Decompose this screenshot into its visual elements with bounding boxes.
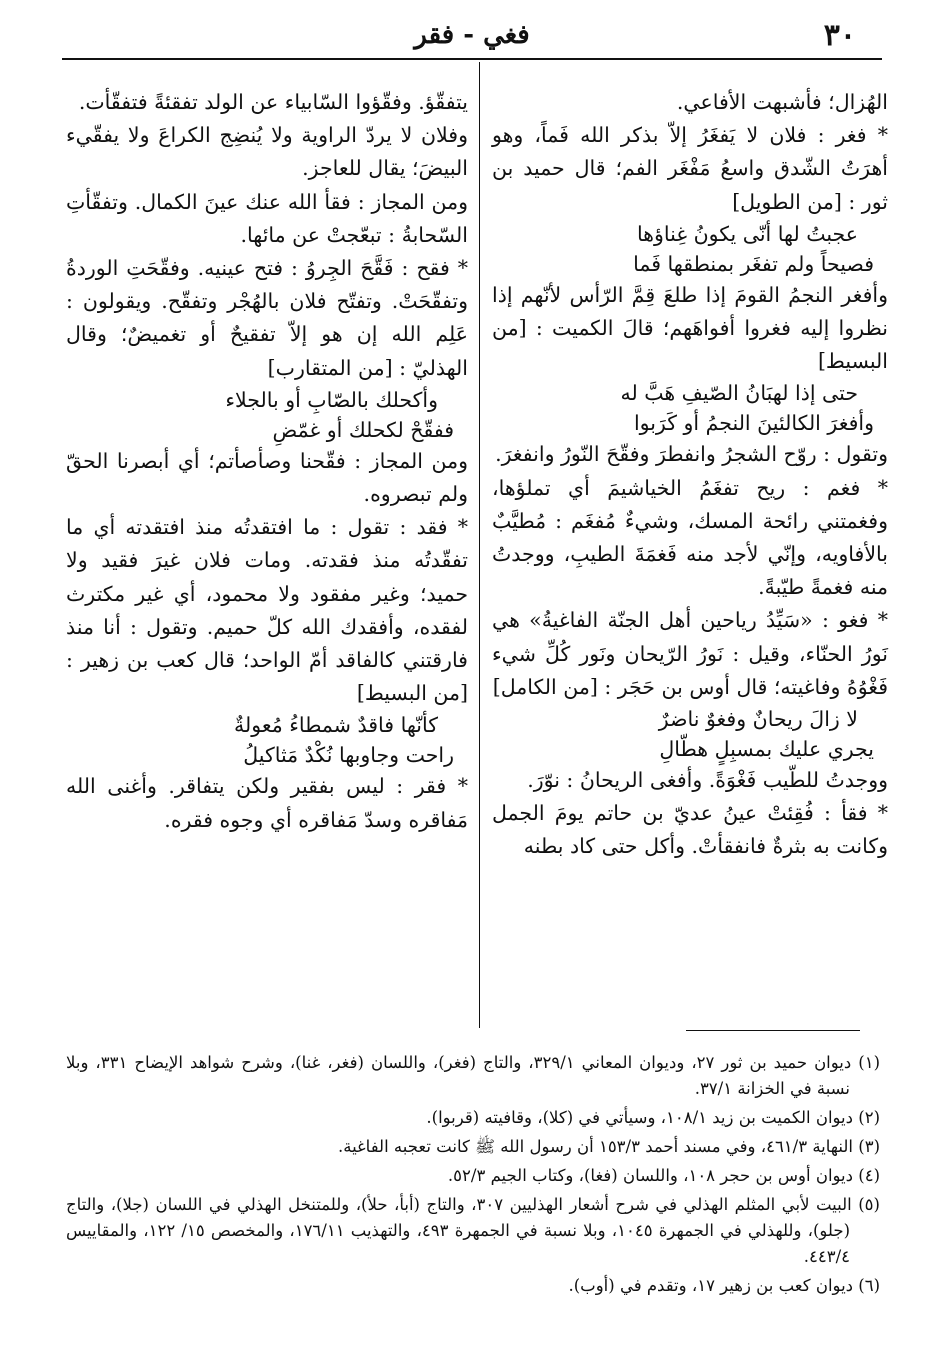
right-column xyxy=(492,86,888,864)
running-header xyxy=(60,14,884,58)
paragraph: ومن المجاز : فقأ الله عنك عينَ الكمال. وتفقّأتِ السّحابةُ : تبعّجتْ عن مائها. xyxy=(66,189,468,247)
verse-line-1: كأنّها فاقدٌ شمطاءُ مُعولةٌ xyxy=(234,713,438,738)
left-column xyxy=(66,86,468,837)
page-title: فغي - فقر xyxy=(414,20,530,50)
paragraph: * فقر : ليس بفقير ولكن يتفاقر. وأغنى الله مَفاقره وسدّ مَفاقره أي وجوه فقره. xyxy=(66,774,468,832)
paragraph: وفلان لا يردّ الراوية ولا يُنضِج الكراعَ ولا يفقّيء البيضَ؛ يقال للعاجز. xyxy=(66,123,468,181)
paragraph: يتفقّؤ. وفقّؤوا السّابياء عن الولد تفقئةً فتفقّأت. xyxy=(78,90,468,114)
paragraph: الهُزال؛ فأشبهت الأفاعي. xyxy=(676,90,888,114)
header-rule xyxy=(62,58,882,60)
footnote-rule xyxy=(686,1030,860,1031)
paragraph: * فقد : تقول : ما افتقدتُه منذ افتقدته أي ما تفقّدتُه منذ فقدته. ومات فلان غيرَ فقيد ولا حميد؛ وغير مفقود ولا محمود، أي غير مكترث لفقده، وأفقدك الله كلّ حميم. وتقول : أنا منذ فارقتني كالفاقد أمّ الواحد؛ قال كعب بن زهير : [من البسيط] xyxy=(66,515,468,706)
column-divider xyxy=(479,62,480,1028)
paragraph: * فقأ : فُقِئتْ عينُ عديّ بن حاتم يومَ الجمل وكانت به بثرةٌ فانفقأتْ. وأكل حتى كاد بطنه xyxy=(492,801,888,859)
paragraph: وأفغر النجمُ القومَ إذا طلعَ قِمَّ الرّأس لأنّهم إذا نظروا إليه فغروا أفواهَهم؛ قالَ الكميت : [من البسيط] xyxy=(492,282,888,374)
paragraph: * فقح : فَقَّحَ الجِروُ : فتح عينيه. وفقّحَتِ الوردةُ وتفقّحَتْ. وتفتّح فلان بالهُجْر وتفقّح. ويقولون : عَلِم الله إن هو إلاّ تفقيحٌ أو تغميضٌ؛ وقال الهذليّ : [من المتقارب] xyxy=(66,256,468,380)
paragraph: ومن المجاز : فقّحنا وصأصأتم؛ أي أبصرنا الحقّ ولم تبصروه. xyxy=(66,448,468,507)
footnotes xyxy=(66,1050,880,1302)
footnote: (٢) ديوان الكميت بن زيد ١٠٨/١، وسيأتي في (كلا)، وقافيته (قربوا). xyxy=(426,1108,880,1127)
verse-line-2: ففقّحْ لكحلك أو غمّضِ xyxy=(272,417,454,442)
verse-line-2: راحت وجاوبها نُكْدٌ مَثاكيلُ xyxy=(243,743,454,768)
verse-line-1: لا زالَ ريحانٌ وفغوٌ ناضرٌ xyxy=(658,707,858,732)
paragraph: ووجدتُ للطّيب فَغْوَةً. وأفغى الريحانُ : نوّرَ. xyxy=(527,768,888,793)
paragraph: * فغو : «سَيِّدُ رياحين أهل الجنّة الفاغيةُ» هي نَورُ الحنّاء، وقيل : نَورُ الرّيحان ونَور كُلِّ شيء فَغْوُهُ وفاغيته؛ قال أوس بن حَجَر : [من الكامل] xyxy=(492,608,888,699)
verse-line-1: عجبتُ لها أنّى يكونُ غِناؤها xyxy=(636,221,858,246)
page-number: ٣٠ xyxy=(823,18,856,53)
verse-line-1: حتى إذا لهبَانُ الصّيفِ هَبَّ له xyxy=(620,381,858,406)
verse-line-1: وأكحلك بالصّابِ أو بالجلاء xyxy=(225,387,438,412)
verse-line-2: وأفغرَ الكالئينَ النجمُ أو كَرَبوا xyxy=(633,411,874,436)
paragraph: * فغم : ريح تفغَمُ الخياشيمَ أي تملؤها، وفغمتني رائحة المسك، وشيءٌ مُفغَم : مُطيَّبٌ بالأفاويه، وإنّي لأجد منه فَغمَةَ الطيبِ، ووجدتُ منه فغمةً طيّبةً. xyxy=(492,475,888,600)
verse-line-2: فصيحاً ولم تفغَر بمنطقها فَما xyxy=(633,251,874,276)
footnote: (٤) ديوان أوس بن حجر ١٠٨، واللسان (فغا)، وكتاب الجيم ٥٢/٣. xyxy=(447,1166,880,1185)
footnote: (٥) البيت لأبي المثلم الهذلي في شرح أشعار الهذليين ٣٠٧، والتاج (أبأ، حلأ)، وللمتنخل الهذلي في اللسان (جلا)، والتاج (جلو)، وللهذلي في الجمهرة ١٠٤٥، وبلا نسبة في الجمهرة ٤٩٣، والتهذيب ١٧٦/١١، والمخصص ١٥/ ١٢٢، والمقاييس ٤٤٣/٤. xyxy=(66,1195,880,1266)
footnote: (٣) النهاية ٤٦١/٣، وفي مسند أحمد ١٥٣/٣ أن رسول الله ﷺ كانت تعجبه الفاغية. xyxy=(337,1137,880,1156)
paragraph: * فغر : فلان لا يَفغَرُ إلاّ بذكر الله فَماً، وهو أهرَتُ الشّدق واسعُ مَفْغَر الفم؛ قال حميد بن ثور : [من الطويل] xyxy=(492,123,888,214)
verse-line-2: يجري عليك بمسبِلٍ هطّالِ xyxy=(659,737,874,762)
paragraph: وتقول : روّح الشجرُ وانفطرَ وفقّحَ النّورُ وانفغرَ. xyxy=(495,442,888,467)
footnote: (١) ديوان حميد بن ثور ٢٧، وديوان المعاني ٣٢٩/١، والتاج (فغر)، واللسان (فغر، غنا)، وشرح شواهد الإيضاح ٣٣١، وبلا نسبة في الخزانة ٣٧/١. xyxy=(66,1053,880,1098)
footnote: (٦) ديوان كعب بن زهير ١٧، وتقدم في (أوب). xyxy=(568,1276,880,1295)
